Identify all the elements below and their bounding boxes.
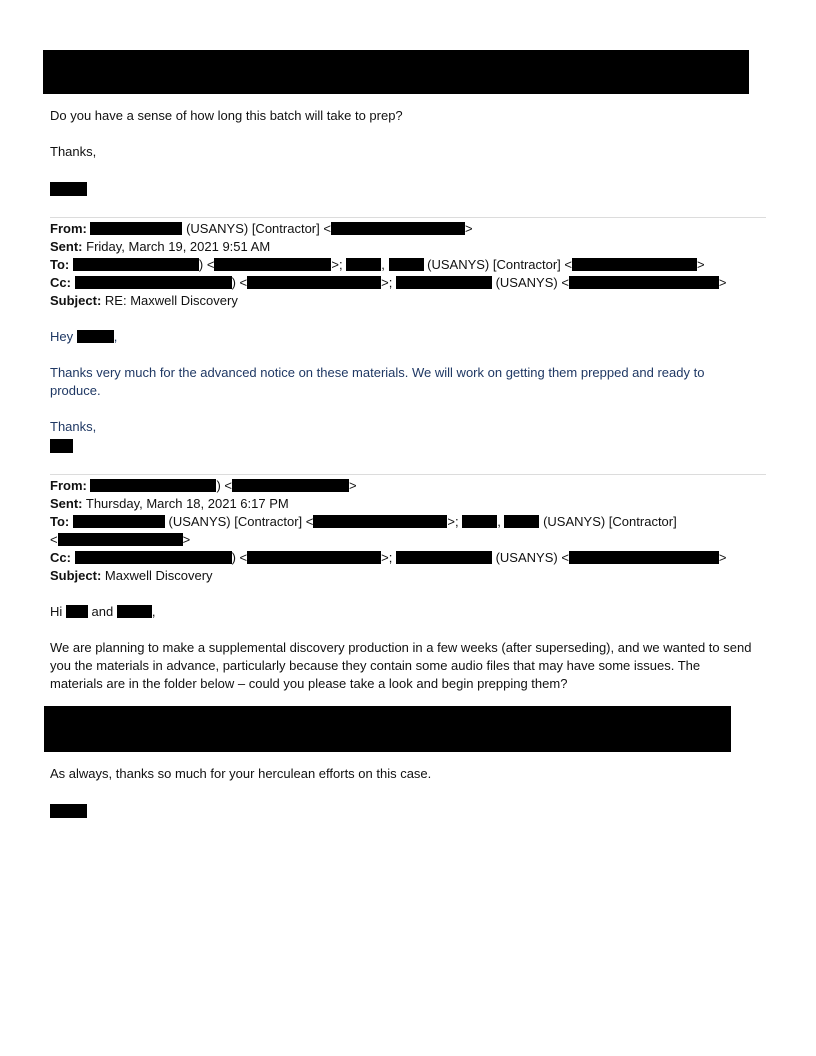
cc-text: > — [718, 275, 727, 290]
redacted-name — [90, 222, 182, 235]
email1-greeting — [50, 328, 117, 346]
separator — [50, 474, 766, 475]
cc-label: Cc: — [50, 275, 71, 290]
redacted-folder-link — [44, 706, 731, 752]
email2-body: We are planning to make a supplemental discovery production in a few weeks (after superseding), and we wanted to send you the materials in advance, particularly because they contain some audio files that may have some issues. The materials are in the folder below – could you please take a look and begin prepping them? — [50, 640, 752, 691]
redacted-name — [504, 515, 539, 528]
cc-text: (USANYS) < — [495, 275, 569, 290]
cc-text: (USANYS) < — [495, 550, 569, 565]
redacted-email — [214, 258, 331, 271]
cc-text: > — [718, 550, 727, 565]
sent-value: Thursday, March 18, 2021 6:17 PM — [85, 496, 289, 511]
redacted-signature — [50, 804, 87, 818]
email1-to — [50, 256, 705, 274]
sent-value: Friday, March 19, 2021 9:51 AM — [86, 239, 271, 254]
to-text: , — [497, 514, 501, 529]
redacted-name — [73, 515, 165, 528]
from-text: (USANYS) [Contractor] < — [186, 221, 331, 236]
email2-closing: As always, thanks so much for your herculean efforts on this case. — [50, 766, 432, 781]
to-text: > — [182, 532, 191, 547]
redacted-name — [73, 258, 199, 271]
email1-subject — [50, 292, 238, 310]
redacted-email — [232, 479, 349, 492]
redacted-email — [572, 258, 697, 271]
to-text: ) < — [198, 257, 215, 272]
redacted-signature — [50, 439, 73, 453]
top-question: Do you have a sense of how long this batch will take to prep? — [50, 108, 403, 123]
redacted-email — [313, 515, 447, 528]
redacted-email — [331, 222, 465, 235]
redacted-email — [569, 551, 719, 564]
to-text: (USANYS) [Contractor] < — [168, 514, 314, 529]
redacted-name — [346, 258, 381, 271]
redacted-name — [389, 258, 424, 271]
email1-body: Thanks very much for the advanced notice on these materials. We will work on getting them prepped and ready to produce. — [50, 365, 705, 398]
cc-text: ) < — [231, 275, 248, 290]
from-text: ) < — [216, 478, 233, 493]
to-text: >; — [447, 514, 459, 529]
redacted-name — [75, 276, 232, 289]
to-text: (USANYS) [Contractor] — [543, 514, 677, 529]
email2-cc — [50, 549, 727, 567]
from-label: From: — [50, 221, 87, 236]
to-text: , — [381, 257, 385, 272]
subject-value: RE: Maxwell Discovery — [104, 293, 238, 308]
subject-value: Maxwell Discovery — [104, 568, 213, 583]
email2-to-cont — [50, 531, 190, 549]
email2-to — [50, 513, 677, 531]
redacted-name — [396, 551, 492, 564]
to-label: To: — [50, 257, 70, 272]
redacted-email — [58, 533, 183, 546]
greeting-text: Hey — [50, 329, 74, 344]
redacted-email — [247, 276, 381, 289]
subject-label: Subject: — [50, 568, 102, 583]
redacted-name — [396, 276, 492, 289]
redacted-email — [569, 276, 719, 289]
cc-text: >; — [381, 550, 393, 565]
email2-greeting — [50, 603, 155, 621]
redacted-name — [90, 479, 216, 492]
greeting-end: , — [151, 604, 156, 619]
email2-from — [50, 477, 357, 495]
to-text: >; — [331, 257, 343, 272]
cc-label: Cc: — [50, 550, 71, 565]
sent-label: Sent: — [50, 239, 83, 254]
redacted-name — [77, 330, 114, 343]
redacted-name — [75, 551, 232, 564]
redacted-header-block — [43, 50, 749, 94]
greeting-end: , — [113, 329, 118, 344]
to-label: To: — [50, 514, 70, 529]
greeting-and: and — [91, 604, 114, 619]
email2-sent — [50, 495, 289, 513]
redacted-email — [247, 551, 381, 564]
redacted-signature — [50, 182, 87, 196]
sent-label: Sent: — [50, 496, 83, 511]
to-text: < — [50, 532, 58, 547]
cc-text: >; — [381, 275, 393, 290]
cc-text: ) < — [231, 550, 248, 565]
redacted-name — [117, 605, 152, 618]
to-text: (USANYS) [Contractor] < — [427, 257, 572, 272]
redacted-name — [462, 515, 497, 528]
subject-label: Subject: — [50, 293, 102, 308]
email1-cc — [50, 274, 727, 292]
email2-subject — [50, 567, 213, 585]
greeting-text: Hi — [50, 604, 63, 619]
separator — [50, 217, 766, 218]
top-thanks: Thanks, — [50, 144, 97, 159]
email1-thanks: Thanks, — [50, 419, 97, 434]
from-end: > — [349, 478, 357, 493]
redacted-name — [66, 605, 88, 618]
from-end: > — [464, 221, 473, 236]
email1-from — [50, 220, 473, 238]
to-text: > — [697, 257, 705, 272]
from-label: From: — [50, 478, 87, 493]
email1-sent — [50, 238, 270, 256]
